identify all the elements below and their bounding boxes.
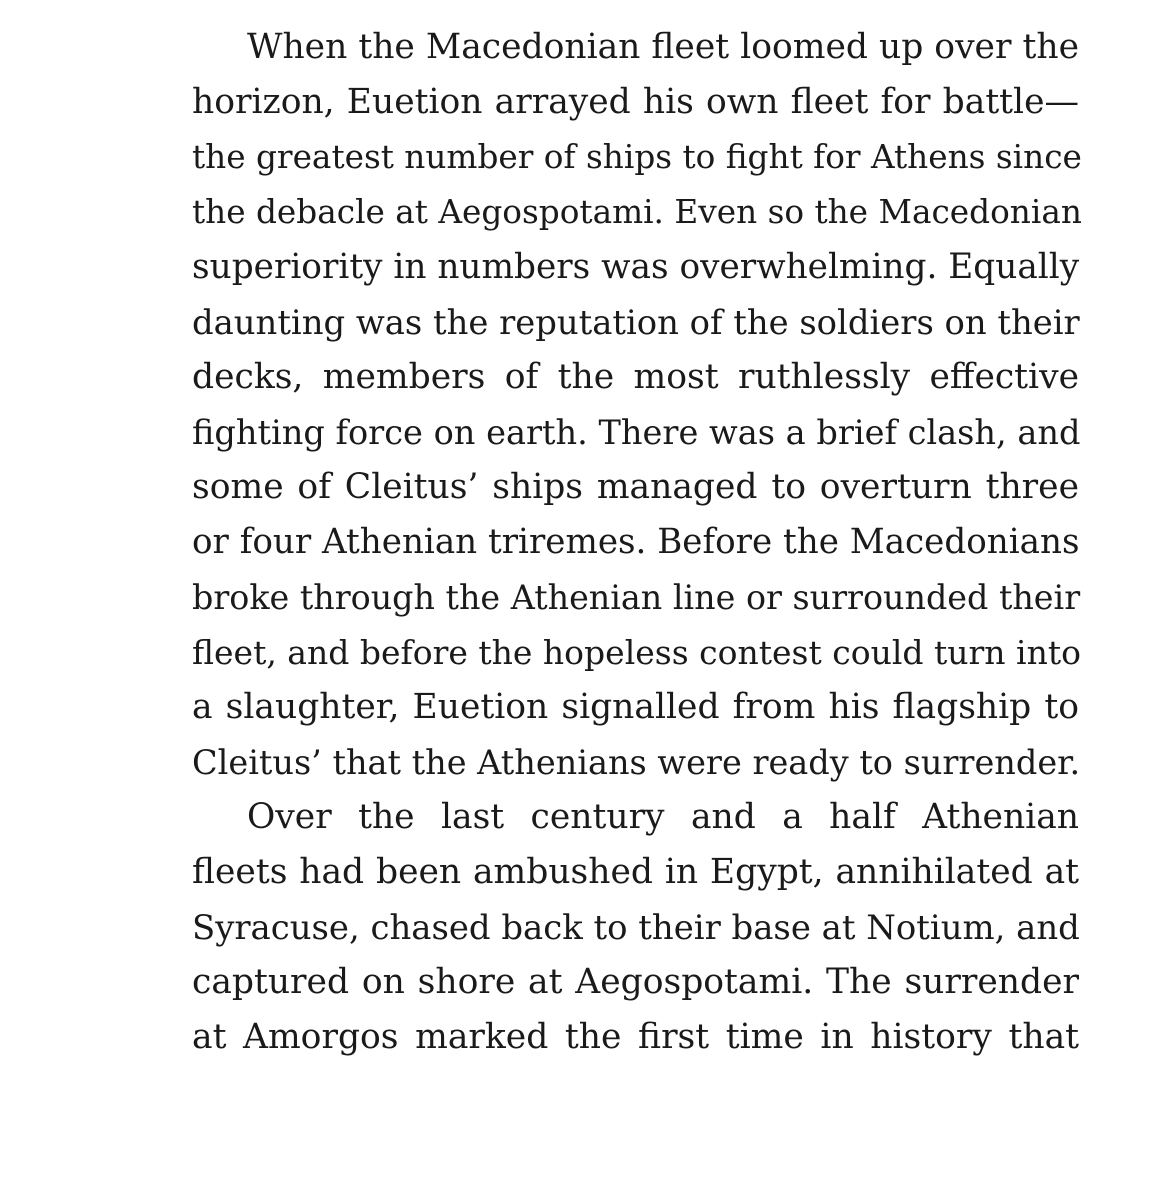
text-line: the debacle at Aegospotami. Even so the Macedonian — [192, 193, 1082, 231]
text-line: fleet, and before the hopeless contest could turn into — [192, 633, 1081, 672]
paragraph-1 — [137, 20, 1082, 790]
text-line: at Amorgos marked the first time in history that — [192, 1017, 1079, 1057]
text-line: some of Cleitus’ ships managed to overturn three — [192, 467, 1079, 507]
text-line: decks, members of the most ruthlessly effective — [192, 357, 1079, 397]
text-line: horizon, Euetion arrayed his own fleet for battle— — [192, 82, 1079, 122]
text-line: fighting force on earth. There was a brief clash, and — [192, 413, 1081, 452]
text-line: daunting was the reputation of the soldiers on their — [192, 303, 1080, 342]
text-line: broke through the Athenian line or surrounded their — [192, 578, 1081, 617]
text-line: the greatest number of ships to fight for Athens since — [192, 138, 1082, 176]
text-body — [137, 20, 1082, 1065]
text-line: fleets had been ambushed in Egypt, annihilated at — [192, 852, 1079, 892]
text-line: superiority in numbers was overwhelming. Equally — [192, 247, 1080, 287]
text-line: When the Macedonian fleet loomed up over the — [247, 27, 1079, 67]
text-line: Over the last century and a half Athenian — [247, 797, 1079, 837]
text-line: Syracuse, chased back to their base at Notium, and — [192, 908, 1080, 947]
text-line: Cleitus’ that the Athenians were ready to surrender. — [192, 743, 1081, 782]
text-line: captured on shore at Aegospotami. The surrender — [192, 962, 1079, 1002]
text-line: a slaughter, Euetion signalled from his flagship to — [192, 687, 1079, 727]
paragraph-2 — [137, 790, 1079, 1065]
text-line: or four Athenian triremes. Before the Macedonians — [192, 522, 1080, 562]
